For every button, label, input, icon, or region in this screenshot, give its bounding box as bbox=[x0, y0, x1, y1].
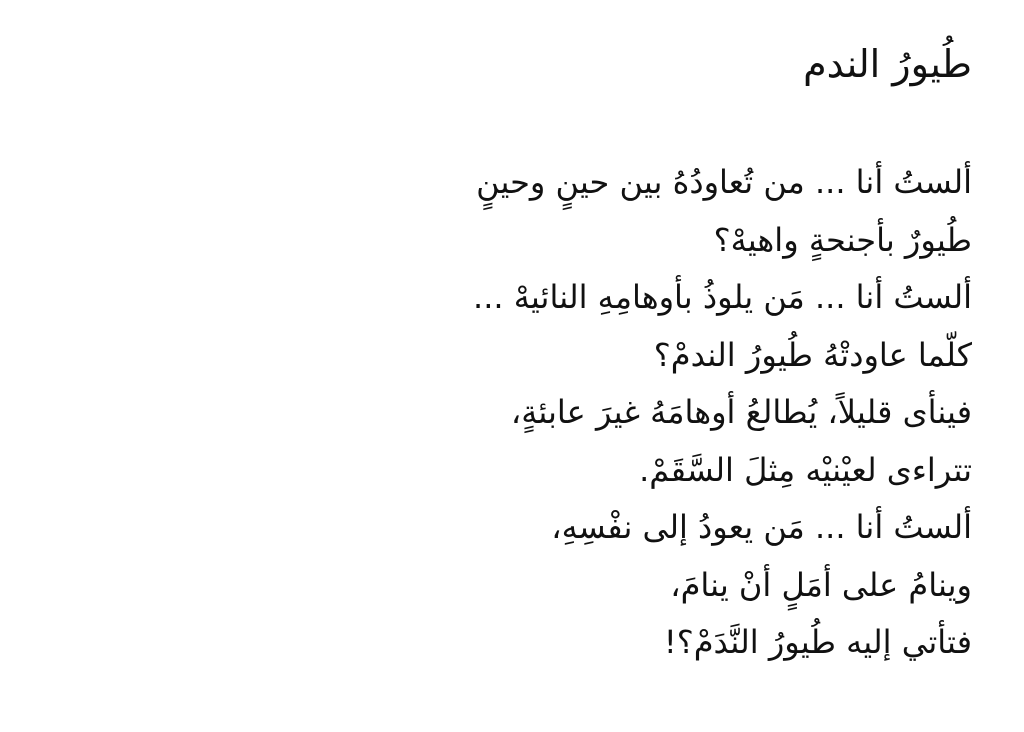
poem-line: ألستُ أنا ... من تُعاودُهُ بين حينٍ وحينٍ bbox=[476, 163, 972, 201]
poem-line: فينأى قليلاً، يُطالعُ أوهامَهُ غيرَ عابئةٍ، bbox=[510, 393, 972, 431]
poem-line: ألستُ أنا ... مَن يعودُ إلى نفْسِهِ، bbox=[551, 508, 972, 546]
poem-title: طُيورُ الندم bbox=[803, 42, 972, 86]
poem-line: فتأتي إليه طُيورُ النَّدَمْ؟! bbox=[663, 623, 972, 661]
poem-line: كلّما عاودتْهُ طُيورُ الندمْ؟ bbox=[653, 335, 972, 374]
poem-line: تتراءى لعيْنيْه مِثلَ السَّقَمْ. bbox=[639, 450, 972, 489]
poem-body bbox=[252, 154, 972, 672]
poem-line: ألستُ أنا ... مَن يلوذُ بأوهامِهِ النائيهْ ... bbox=[473, 278, 972, 316]
poem-line: وينامُ على أمَلٍ أنْ ينامَ، bbox=[670, 565, 972, 604]
poem-line: طُيورٌ بأجنحةٍ واهيهْ؟ bbox=[713, 220, 972, 259]
